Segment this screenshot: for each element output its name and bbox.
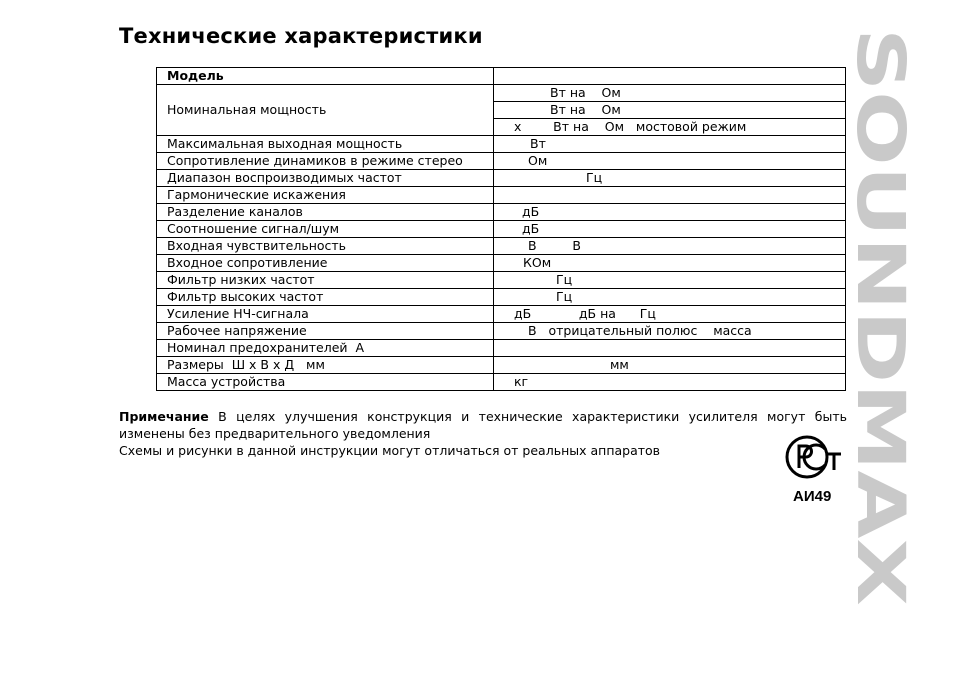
note-text: В целях улучшения конструкция и технические характеристики усилителя могут быть изменены без предварительного уведомления [119,409,847,441]
spec-label: Сопротивление динамиков в режиме стерео [157,153,494,170]
table-row [157,340,846,357]
spec-value: кг [494,374,846,391]
table-row [157,255,846,272]
spec-value: Вт [494,136,846,153]
spec-label: Рабочее напряжение [157,323,494,340]
spec-value-nominal-power-2: Вт на Ом [494,102,846,119]
table-row [157,289,846,306]
spec-label: Входная чувствительность [157,238,494,255]
spec-value: Ом [494,153,846,170]
table-row [157,323,846,340]
spec-label: Размеры Ш х В х Д мм [157,357,494,374]
spec-value: В В [494,238,846,255]
spec-value: мм [494,357,846,374]
cert-code: АИ49 [793,488,832,505]
note-text-2: Схемы и рисунки в данной инструкции могут отличаться от реальных аппаратов [119,443,661,458]
table-row [157,85,846,102]
table-row [157,221,846,238]
spec-value-model [494,68,846,85]
spec-label: Масса устройства [157,374,494,391]
spec-value: В отрицательный полюс масса [494,323,846,340]
note-block [119,408,847,459]
note-paragraph [119,408,847,442]
spec-label-nominal-power: Номинальная мощность [157,85,494,136]
table-row [157,153,846,170]
spec-table [156,67,846,391]
table-row [157,68,846,85]
spec-label: Разделение каналов [157,204,494,221]
spec-label-model: Модель [157,68,494,85]
spec-label: Усиление НЧ-сигнала [157,306,494,323]
spec-label: Диапазон воспроизводимых частот [157,170,494,187]
pct-certification-icon [785,432,845,482]
spec-label: Входное сопротивление [157,255,494,272]
spec-label: Максимальная выходная мощность [157,136,494,153]
table-row [157,357,846,374]
table-row [157,136,846,153]
note-label: Примечание [119,409,209,424]
spec-value-nominal-power-1: Вт на Ом [494,85,846,102]
table-row [157,272,846,289]
brand-text: SOUNDMAX [842,28,919,463]
spec-value: дБ [494,221,846,238]
table-row [157,204,846,221]
spec-label: Номинал предохранителей А [157,340,494,357]
spec-value: Гц [494,289,846,306]
spec-value [494,340,846,357]
spec-value: Гц [494,170,846,187]
spec-label: Гармонические искажения [157,187,494,204]
spec-label: Фильтр низких частот [157,272,494,289]
spec-value: дБ дБ на Гц [494,306,846,323]
spec-label: Соотношение сигнал/шум [157,221,494,238]
spec-value: Гц [494,272,846,289]
table-row [157,170,846,187]
table-row [157,306,846,323]
spec-value: дБ [494,204,846,221]
spec-value: КОм [494,255,846,272]
soundmax-logo [842,28,919,608]
spec-label: Фильтр высоких частот [157,289,494,306]
spec-value [494,187,846,204]
spec-value-nominal-power-3: х Вт на Ом мостовой режим [494,119,846,136]
table-row [157,187,846,204]
table-row [157,238,846,255]
table-row [157,374,846,391]
page-title: Технические характеристики [119,24,483,48]
